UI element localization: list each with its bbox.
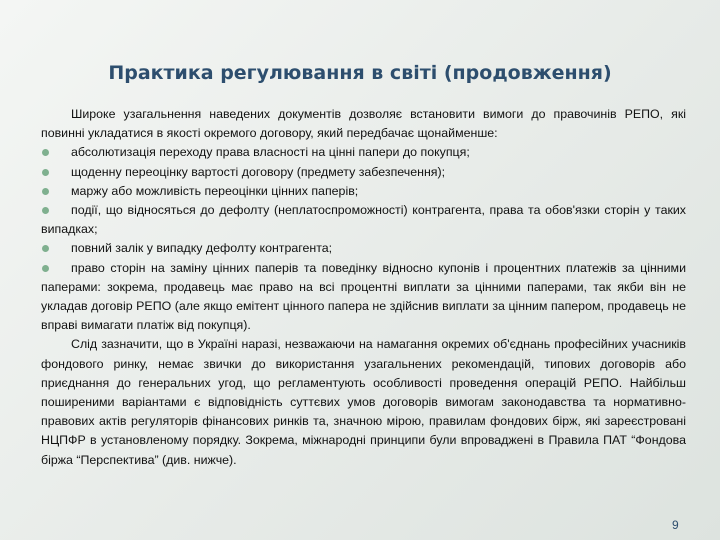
slide-title: Практика регулювання в світі (продовження) xyxy=(108,62,612,84)
list-item-text: щоденну переоцінку вартості договору (предмету забезпечення); xyxy=(71,164,446,179)
bullet-icon xyxy=(42,245,49,252)
bullet-icon xyxy=(42,265,49,272)
bullet-icon xyxy=(42,149,49,156)
list-item-text: події, що відносяться до дефолту (неплатоспроможності) контрагента, права та обов'язки сторін у таких випадках; xyxy=(41,203,686,237)
list-item-text: маржу або можливість переоцінки цінних паперів; xyxy=(71,183,359,198)
list-item xyxy=(41,163,686,182)
list-item xyxy=(41,259,686,336)
bullet-icon xyxy=(42,188,49,195)
list-item xyxy=(41,239,686,258)
list-item-text: право сторін на заміну цінних паперів та поведінку відносно купонів і процентних платежів за цінними паперами: зокрема, продавець має право на всі процентні виплати за цінними паперами, так якби він не укладав договір РЕПО (але якщо емітент цінного папера не здійснив виплати за цінним папером, продавець не вправі вимагати платіж від покупця). xyxy=(41,260,686,333)
list-item xyxy=(41,201,686,239)
intro-paragraph: Широке узагальнення наведених документів дозволяє встановити вимоги до правочинів РЕПО, які повинні укладатися в якості окремого договору, який передбачає щонайменше: xyxy=(41,107,686,141)
list-item xyxy=(41,182,686,201)
bullet-icon xyxy=(42,207,49,214)
slide-body xyxy=(41,105,686,470)
bullet-icon xyxy=(42,169,49,176)
page-number: 9 xyxy=(672,518,679,532)
requirements-list xyxy=(41,143,686,335)
list-item-text: абсолютизація переходу права власності на цінні папери до покупця; xyxy=(71,145,470,160)
list-item-text: повний залік у випадку дефолту контрагента; xyxy=(71,241,333,256)
conclusion-paragraph: Слід зазначити, що в Україні наразі, незважаючи на намагання окремих об'єднань професійних учасників фондового ринку, немає звички до використання узагальнених рекомендацій, типових договорів або приєднання до генеральних угод, що регламентують особливості проведення операцій РЕПО. Найбільш поширеними варіантами є відповідність суттєвих умов договорів вимогам законодавства та нормативно-правових актів регуляторів фінансових ринків та, значною мірою, правилам фондових бірж, які зареєстровані НЦПФР в установленому порядку. Зокрема, міжнародні принципи були впроваджені в Правила ПАТ “Фондова біржа “Перспектива” (див. нижче). xyxy=(41,337,686,467)
list-item xyxy=(41,143,686,162)
